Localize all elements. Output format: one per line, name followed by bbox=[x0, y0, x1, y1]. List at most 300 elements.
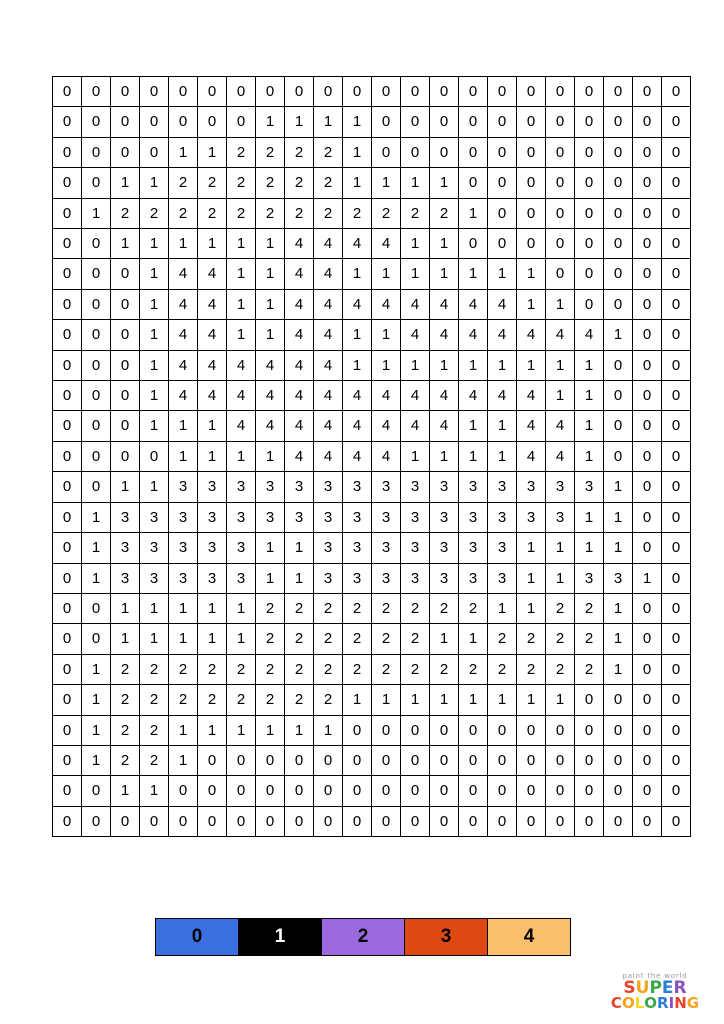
grid-cell: 0 bbox=[53, 563, 82, 593]
grid-cell: 1 bbox=[140, 229, 169, 259]
grid-cell: 1 bbox=[198, 624, 227, 654]
grid-cell: 0 bbox=[53, 320, 82, 350]
grid-cell: 4 bbox=[256, 381, 285, 411]
grid-cell: 2 bbox=[285, 593, 314, 623]
grid-cell: 0 bbox=[662, 806, 691, 836]
grid-cell: 1 bbox=[343, 107, 372, 137]
grid-cell: 0 bbox=[227, 745, 256, 775]
grid-row bbox=[53, 472, 691, 502]
grid-cell: 0 bbox=[633, 77, 662, 107]
grid-cell: 0 bbox=[633, 654, 662, 684]
grid-cell: 1 bbox=[140, 168, 169, 198]
grid-cell: 1 bbox=[546, 289, 575, 319]
grid-cell: 1 bbox=[546, 350, 575, 380]
grid-cell: 0 bbox=[198, 806, 227, 836]
grid-cell: 0 bbox=[546, 198, 575, 228]
grid-cell: 2 bbox=[169, 168, 198, 198]
grid-cell: 3 bbox=[488, 533, 517, 563]
grid-cell: 1 bbox=[82, 685, 111, 715]
grid-cell: 0 bbox=[488, 806, 517, 836]
grid-cell: 4 bbox=[285, 441, 314, 471]
grid-cell: 0 bbox=[633, 685, 662, 715]
grid-cell: 1 bbox=[285, 533, 314, 563]
grid-cell: 0 bbox=[459, 776, 488, 806]
grid-cell: 0 bbox=[372, 137, 401, 167]
legend-swatch-0: 0 bbox=[156, 919, 239, 955]
grid-cell: 4 bbox=[198, 320, 227, 350]
grid-cell: 0 bbox=[82, 107, 111, 137]
grid-cell: 0 bbox=[575, 77, 604, 107]
grid-cell: 0 bbox=[575, 715, 604, 745]
grid-cell: 0 bbox=[546, 107, 575, 137]
grid-cell: 0 bbox=[517, 806, 546, 836]
grid-cell: 2 bbox=[546, 593, 575, 623]
grid-cell: 3 bbox=[459, 563, 488, 593]
grid-cell: 0 bbox=[546, 229, 575, 259]
grid-cell: 1 bbox=[372, 320, 401, 350]
grid-cell: 1 bbox=[604, 624, 633, 654]
grid-cell: 2 bbox=[285, 685, 314, 715]
grid-cell: 0 bbox=[546, 715, 575, 745]
grid-cell: 1 bbox=[140, 624, 169, 654]
grid-cell: 1 bbox=[140, 289, 169, 319]
grid-cell: 2 bbox=[459, 593, 488, 623]
grid-cell: 3 bbox=[140, 502, 169, 532]
grid-cell: 0 bbox=[82, 137, 111, 167]
grid-cell: 1 bbox=[401, 441, 430, 471]
grid-cell: 0 bbox=[82, 593, 111, 623]
grid-cell: 0 bbox=[662, 168, 691, 198]
grid-cell: 0 bbox=[633, 229, 662, 259]
grid-cell: 2 bbox=[343, 624, 372, 654]
grid-cell: 1 bbox=[140, 472, 169, 502]
grid-cell: 4 bbox=[169, 381, 198, 411]
grid-cell: 1 bbox=[430, 350, 459, 380]
grid-cell: 3 bbox=[198, 563, 227, 593]
grid-cell: 4 bbox=[198, 350, 227, 380]
grid-cell: 0 bbox=[401, 77, 430, 107]
grid-cell: 0 bbox=[198, 107, 227, 137]
grid-cell: 0 bbox=[633, 502, 662, 532]
grid-cell: 1 bbox=[401, 168, 430, 198]
grid-cell: 0 bbox=[633, 472, 662, 502]
grid-cell: 0 bbox=[546, 806, 575, 836]
grid-cell: 1 bbox=[430, 441, 459, 471]
grid-cell: 3 bbox=[227, 533, 256, 563]
grid-cell: 0 bbox=[662, 350, 691, 380]
legend-swatch-4: 4 bbox=[488, 919, 570, 955]
grid-cell: 1 bbox=[82, 198, 111, 228]
grid-cell: 3 bbox=[314, 472, 343, 502]
grid-cell: 2 bbox=[401, 198, 430, 228]
grid-cell: 3 bbox=[546, 472, 575, 502]
grid-cell: 0 bbox=[488, 745, 517, 775]
grid-row bbox=[53, 229, 691, 259]
grid-cell: 0 bbox=[604, 441, 633, 471]
legend-swatch-3: 3 bbox=[405, 919, 488, 955]
grid-cell: 0 bbox=[604, 289, 633, 319]
grid-cell: 0 bbox=[343, 806, 372, 836]
grid-cell: 0 bbox=[633, 259, 662, 289]
grid-cell: 0 bbox=[169, 107, 198, 137]
grid-cell: 2 bbox=[343, 654, 372, 684]
grid-cell: 4 bbox=[256, 411, 285, 441]
grid-cell: 4 bbox=[459, 381, 488, 411]
grid-cell: 0 bbox=[53, 198, 82, 228]
grid-cell: 1 bbox=[401, 685, 430, 715]
grid-cell: 2 bbox=[256, 198, 285, 228]
grid-cell: 3 bbox=[430, 472, 459, 502]
grid-cell: 0 bbox=[517, 77, 546, 107]
grid-cell: 1 bbox=[430, 624, 459, 654]
grid-cell: 1 bbox=[401, 229, 430, 259]
grid-cell: 1 bbox=[314, 715, 343, 745]
grid-cell: 0 bbox=[401, 806, 430, 836]
grid-cell: 0 bbox=[82, 320, 111, 350]
grid-cell: 1 bbox=[459, 411, 488, 441]
grid-cell: 4 bbox=[430, 320, 459, 350]
grid-cell: 1 bbox=[82, 745, 111, 775]
grid-cell: 1 bbox=[285, 563, 314, 593]
grid-cell: 0 bbox=[662, 320, 691, 350]
grid-cell: 1 bbox=[372, 685, 401, 715]
grid-cell: 0 bbox=[662, 685, 691, 715]
grid-cell: 1 bbox=[459, 624, 488, 654]
grid-cell: 1 bbox=[140, 776, 169, 806]
grid-cell: 2 bbox=[401, 654, 430, 684]
grid-cell: 1 bbox=[169, 137, 198, 167]
grid-cell: 1 bbox=[227, 593, 256, 623]
grid-cell: 0 bbox=[314, 776, 343, 806]
grid-cell: 0 bbox=[169, 776, 198, 806]
grid-cell: 1 bbox=[517, 350, 546, 380]
grid-cell: 2 bbox=[430, 198, 459, 228]
grid-cell: 0 bbox=[82, 472, 111, 502]
grid-cell: 0 bbox=[517, 229, 546, 259]
grid-cell: 0 bbox=[604, 77, 633, 107]
grid-cell: 1 bbox=[488, 350, 517, 380]
grid-cell: 0 bbox=[662, 381, 691, 411]
grid-cell: 1 bbox=[169, 229, 198, 259]
grid-cell: 3 bbox=[546, 502, 575, 532]
grid-cell: 2 bbox=[285, 168, 314, 198]
grid-cell: 0 bbox=[488, 107, 517, 137]
grid-cell: 2 bbox=[314, 137, 343, 167]
grid-cell: 1 bbox=[517, 259, 546, 289]
grid-cell: 3 bbox=[198, 533, 227, 563]
grid-cell: 0 bbox=[604, 229, 633, 259]
grid-cell: 1 bbox=[459, 685, 488, 715]
grid-cell: 0 bbox=[633, 381, 662, 411]
grid-cell: 3 bbox=[343, 472, 372, 502]
grid-cell: 0 bbox=[546, 137, 575, 167]
grid-cell: 0 bbox=[198, 77, 227, 107]
grid-cell: 3 bbox=[401, 533, 430, 563]
grid-cell: 0 bbox=[662, 229, 691, 259]
grid-cell: 0 bbox=[285, 776, 314, 806]
grid-cell: 0 bbox=[546, 776, 575, 806]
grid-cell: 1 bbox=[111, 229, 140, 259]
grid-cell: 0 bbox=[53, 289, 82, 319]
grid-cell: 1 bbox=[111, 593, 140, 623]
grid-cell: 0 bbox=[53, 441, 82, 471]
grid-cell: 4 bbox=[285, 229, 314, 259]
grid-cell: 2 bbox=[198, 685, 227, 715]
grid-cell: 0 bbox=[604, 776, 633, 806]
grid-cell: 2 bbox=[227, 168, 256, 198]
grid-row bbox=[53, 137, 691, 167]
grid-cell: 4 bbox=[488, 381, 517, 411]
grid-cell: 0 bbox=[53, 77, 82, 107]
grid-cell: 1 bbox=[459, 259, 488, 289]
grid-cell: 4 bbox=[517, 320, 546, 350]
grid-cell: 1 bbox=[604, 502, 633, 532]
grid-cell: 1 bbox=[169, 411, 198, 441]
grid-cell: 3 bbox=[488, 563, 517, 593]
grid-cell: 1 bbox=[546, 685, 575, 715]
grid-cell: 0 bbox=[227, 776, 256, 806]
grid-row bbox=[53, 411, 691, 441]
grid-cell: 2 bbox=[111, 715, 140, 745]
grid-cell: 0 bbox=[633, 533, 662, 563]
grid-cell: 0 bbox=[633, 624, 662, 654]
grid-cell: 1 bbox=[575, 533, 604, 563]
grid-cell: 4 bbox=[372, 441, 401, 471]
grid-row bbox=[53, 320, 691, 350]
grid-cell: 0 bbox=[546, 259, 575, 289]
grid-cell: 0 bbox=[401, 745, 430, 775]
grid-cell: 3 bbox=[227, 502, 256, 532]
grid-cell: 2 bbox=[517, 624, 546, 654]
grid-cell: 0 bbox=[82, 411, 111, 441]
grid-cell: 2 bbox=[285, 654, 314, 684]
grid-cell: 1 bbox=[256, 320, 285, 350]
grid-cell: 1 bbox=[169, 745, 198, 775]
grid-cell: 1 bbox=[488, 593, 517, 623]
grid-cell: 3 bbox=[430, 563, 459, 593]
grid-cell: 0 bbox=[111, 381, 140, 411]
grid-cell: 4 bbox=[285, 259, 314, 289]
pixel-grid bbox=[52, 76, 691, 837]
grid-cell: 0 bbox=[662, 289, 691, 319]
grid-cell: 0 bbox=[488, 776, 517, 806]
grid-cell: 2 bbox=[285, 624, 314, 654]
grid-cell: 0 bbox=[575, 259, 604, 289]
grid-cell: 0 bbox=[372, 715, 401, 745]
grid-cell: 2 bbox=[198, 168, 227, 198]
grid-cell: 4 bbox=[343, 441, 372, 471]
grid-cell: 0 bbox=[604, 745, 633, 775]
grid-cell: 3 bbox=[575, 563, 604, 593]
grid-cell: 0 bbox=[430, 77, 459, 107]
grid-cell: 0 bbox=[53, 411, 82, 441]
grid-cell: 1 bbox=[488, 685, 517, 715]
grid-cell: 1 bbox=[604, 533, 633, 563]
grid-cell: 0 bbox=[82, 806, 111, 836]
grid-cell: 0 bbox=[633, 776, 662, 806]
grid-cell: 1 bbox=[575, 441, 604, 471]
grid-cell: 0 bbox=[488, 715, 517, 745]
grid-row bbox=[53, 259, 691, 289]
grid-cell: 1 bbox=[256, 107, 285, 137]
grid-cell: 2 bbox=[314, 624, 343, 654]
grid-cell: 0 bbox=[82, 289, 111, 319]
grid-cell: 1 bbox=[488, 411, 517, 441]
grid-cell: 2 bbox=[227, 137, 256, 167]
grid-cell: 0 bbox=[575, 229, 604, 259]
grid-cell: 2 bbox=[430, 593, 459, 623]
grid-cell: 0 bbox=[53, 472, 82, 502]
grid-cell: 1 bbox=[111, 776, 140, 806]
grid-cell: 4 bbox=[198, 289, 227, 319]
grid-cell: 0 bbox=[575, 776, 604, 806]
grid-cell: 1 bbox=[575, 502, 604, 532]
grid-cell: 0 bbox=[604, 259, 633, 289]
grid-cell: 2 bbox=[285, 198, 314, 228]
grid-cell: 1 bbox=[488, 441, 517, 471]
grid-cell: 4 bbox=[198, 381, 227, 411]
grid-row bbox=[53, 593, 691, 623]
grid-cell: 4 bbox=[430, 289, 459, 319]
grid-cell: 0 bbox=[314, 77, 343, 107]
grid-cell: 4 bbox=[575, 320, 604, 350]
grid-cell: 1 bbox=[227, 289, 256, 319]
grid-row bbox=[53, 107, 691, 137]
grid-cell: 2 bbox=[140, 685, 169, 715]
grid-cell: 1 bbox=[401, 350, 430, 380]
grid-cell: 1 bbox=[169, 593, 198, 623]
grid-cell: 2 bbox=[140, 745, 169, 775]
grid-cell: 4 bbox=[285, 350, 314, 380]
grid-cell: 1 bbox=[169, 441, 198, 471]
grid-cell: 1 bbox=[517, 533, 546, 563]
grid-cell: 1 bbox=[82, 563, 111, 593]
grid-cell: 1 bbox=[227, 441, 256, 471]
grid-cell: 4 bbox=[372, 229, 401, 259]
grid-cell: 0 bbox=[140, 137, 169, 167]
grid-cell: 0 bbox=[633, 745, 662, 775]
grid-cell: 1 bbox=[256, 441, 285, 471]
grid-cell: 3 bbox=[140, 533, 169, 563]
grid-cell: 0 bbox=[53, 229, 82, 259]
grid-cell: 1 bbox=[430, 685, 459, 715]
grid-cell: 0 bbox=[285, 806, 314, 836]
grid-cell: 0 bbox=[662, 745, 691, 775]
grid-cell: 3 bbox=[459, 533, 488, 563]
grid-cell: 0 bbox=[604, 806, 633, 836]
grid-cell: 4 bbox=[372, 289, 401, 319]
grid-cell: 3 bbox=[430, 502, 459, 532]
grid-row bbox=[53, 533, 691, 563]
grid-cell: 0 bbox=[256, 806, 285, 836]
grid-cell: 0 bbox=[633, 198, 662, 228]
grid-cell: 0 bbox=[82, 350, 111, 380]
grid-cell: 1 bbox=[256, 533, 285, 563]
grid-cell: 4 bbox=[517, 381, 546, 411]
grid-cell: 0 bbox=[662, 107, 691, 137]
grid-cell: 2 bbox=[343, 198, 372, 228]
grid-row bbox=[53, 654, 691, 684]
grid-cell: 0 bbox=[488, 229, 517, 259]
grid-cell: 0 bbox=[53, 350, 82, 380]
grid-cell: 0 bbox=[430, 806, 459, 836]
grid-cell: 2 bbox=[401, 624, 430, 654]
grid-cell: 0 bbox=[662, 259, 691, 289]
grid-cell: 0 bbox=[546, 168, 575, 198]
grid-cell: 3 bbox=[111, 502, 140, 532]
grid-cell: 2 bbox=[459, 654, 488, 684]
grid-cell: 0 bbox=[140, 806, 169, 836]
grid-cell: 0 bbox=[140, 107, 169, 137]
grid-cell: 4 bbox=[372, 411, 401, 441]
grid-cell: 4 bbox=[285, 411, 314, 441]
grid-cell: 0 bbox=[662, 502, 691, 532]
grid-row bbox=[53, 289, 691, 319]
grid-cell: 0 bbox=[140, 77, 169, 107]
grid-cell: 0 bbox=[111, 441, 140, 471]
grid-cell: 3 bbox=[430, 533, 459, 563]
grid-cell: 2 bbox=[314, 654, 343, 684]
grid-cell: 0 bbox=[488, 198, 517, 228]
grid-cell: 0 bbox=[633, 168, 662, 198]
grid-cell: 3 bbox=[401, 502, 430, 532]
grid-cell: 0 bbox=[82, 77, 111, 107]
grid-cell: 3 bbox=[111, 533, 140, 563]
grid-cell: 0 bbox=[633, 107, 662, 137]
grid-cell: 1 bbox=[430, 259, 459, 289]
grid-cell: 0 bbox=[285, 745, 314, 775]
grid-cell: 3 bbox=[285, 502, 314, 532]
grid-cell: 4 bbox=[285, 289, 314, 319]
grid-cell: 1 bbox=[372, 259, 401, 289]
grid-cell: 2 bbox=[314, 168, 343, 198]
grid-cell: 0 bbox=[53, 806, 82, 836]
grid-cell: 0 bbox=[517, 107, 546, 137]
grid-cell: 4 bbox=[314, 411, 343, 441]
grid-cell: 0 bbox=[633, 411, 662, 441]
grid-cell: 2 bbox=[111, 198, 140, 228]
grid-cell: 1 bbox=[546, 381, 575, 411]
grid-cell: 2 bbox=[285, 137, 314, 167]
grid-cell: 1 bbox=[111, 624, 140, 654]
grid-cell: 0 bbox=[401, 137, 430, 167]
grid-cell: 0 bbox=[575, 107, 604, 137]
grid-cell: 1 bbox=[343, 259, 372, 289]
grid-cell: 1 bbox=[372, 350, 401, 380]
grid-cell: 0 bbox=[633, 137, 662, 167]
grid-cell: 0 bbox=[372, 745, 401, 775]
grid-cell: 1 bbox=[459, 350, 488, 380]
grid-cell: 0 bbox=[633, 320, 662, 350]
grid-cell: 1 bbox=[575, 350, 604, 380]
grid-row bbox=[53, 502, 691, 532]
grid-cell: 1 bbox=[256, 229, 285, 259]
grid-cell: 1 bbox=[227, 624, 256, 654]
grid-cell: 0 bbox=[111, 289, 140, 319]
grid-cell: 0 bbox=[604, 350, 633, 380]
grid-cell: 0 bbox=[111, 137, 140, 167]
grid-cell: 1 bbox=[285, 715, 314, 745]
grid-cell: 2 bbox=[256, 654, 285, 684]
grid-row bbox=[53, 715, 691, 745]
grid-cell: 1 bbox=[198, 715, 227, 745]
grid-row bbox=[53, 168, 691, 198]
grid-cell: 0 bbox=[604, 715, 633, 745]
grid-cell: 1 bbox=[517, 593, 546, 623]
grid-cell: 2 bbox=[140, 715, 169, 745]
grid-cell: 1 bbox=[169, 624, 198, 654]
grid-cell: 0 bbox=[517, 715, 546, 745]
